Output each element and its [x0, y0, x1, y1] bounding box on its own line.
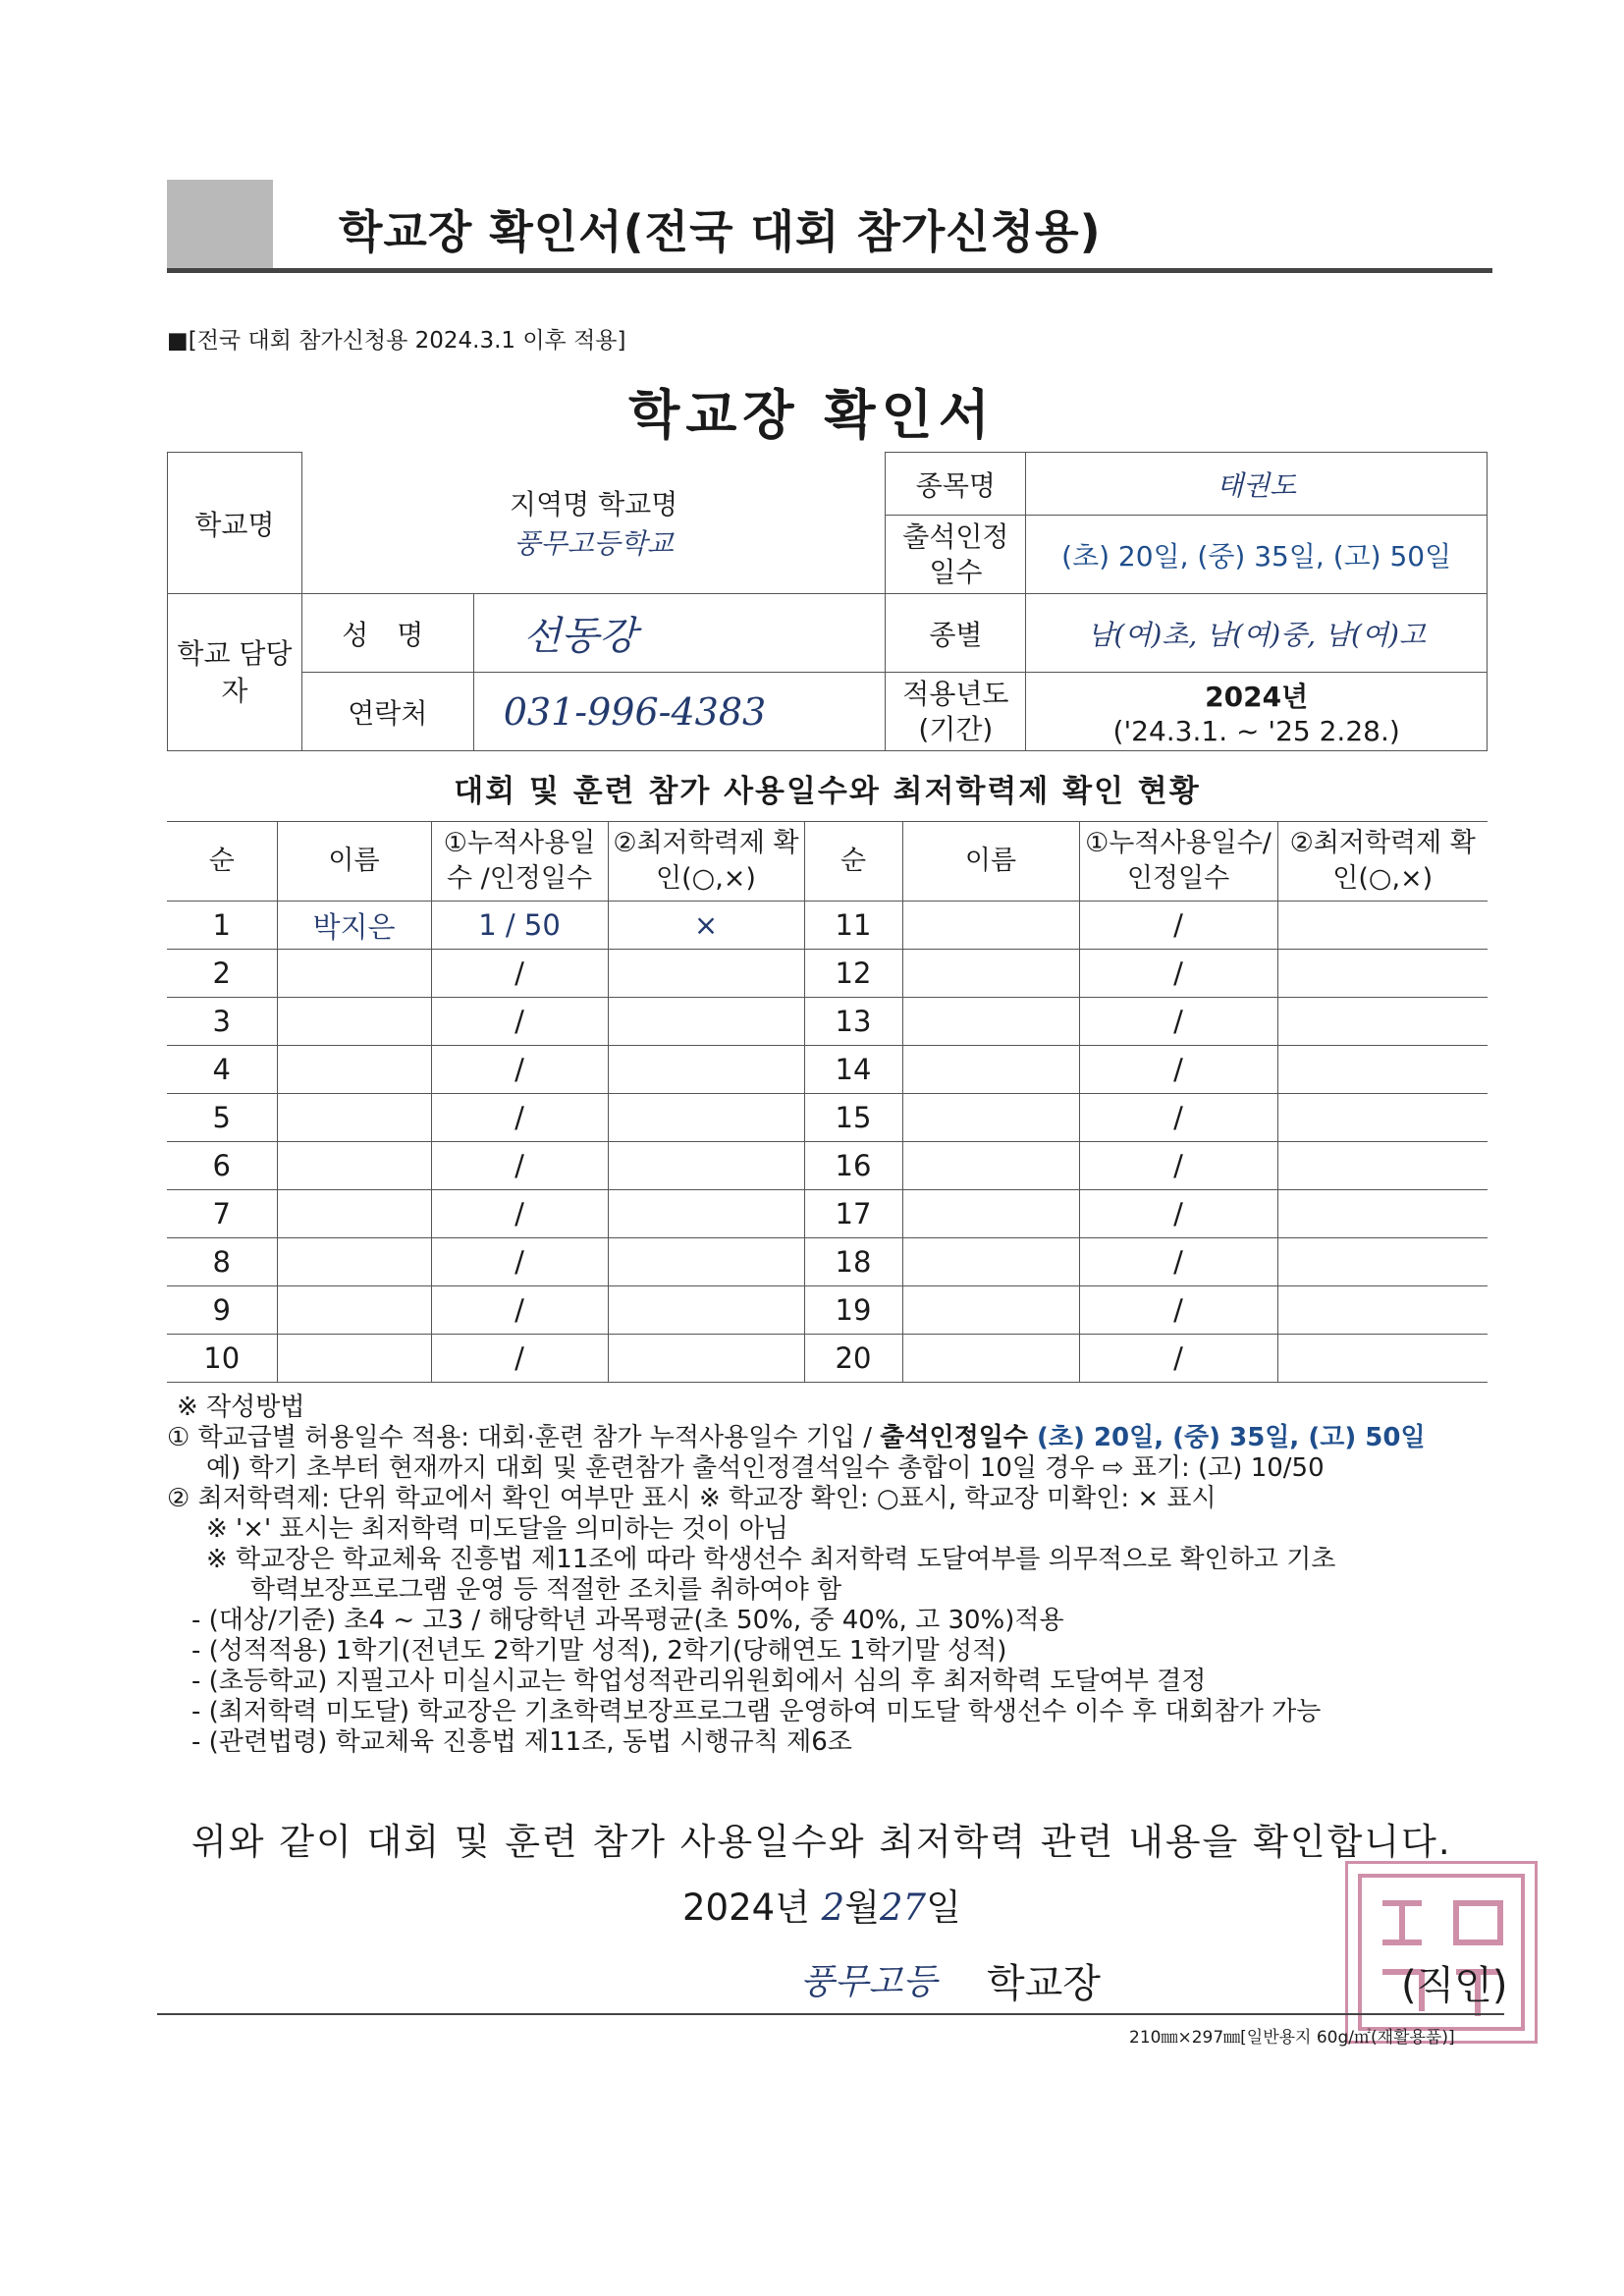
note-2-x: ※ '×' 표시는 최저학력 미도달을 의미하는 것이 아님: [206, 1514, 788, 1544]
col-header: 이름: [277, 822, 431, 902]
status-title: 대회 및 훈련 참가 사용일수와 최저학력제 확인 현황: [454, 774, 1201, 809]
cell-check2: [1277, 1142, 1488, 1190]
table-row: [167, 998, 1488, 1046]
school-header: 지역명 학교명: [510, 488, 678, 521]
cell-check1: [608, 1142, 804, 1190]
cell-days2: /: [1079, 1335, 1277, 1383]
cell-n1: 5: [167, 1094, 277, 1142]
cell-check1: ×: [608, 902, 804, 950]
cell-n1: 9: [167, 1286, 277, 1335]
cell-name2: [902, 1046, 1079, 1094]
note-1-text: ① 학교급별 허용일수 적용: 대회·훈련 참가 누적사용일수 기입 /: [167, 1423, 881, 1452]
table-row: [167, 902, 1488, 950]
table-header-row: [167, 822, 1488, 902]
date-month-unit: 월: [844, 1886, 880, 1929]
cell-name1: [277, 1238, 431, 1286]
year-value: 2024년: [1205, 681, 1309, 713]
cell-days2: /: [1079, 1190, 1277, 1238]
cell-name2: [902, 1094, 1079, 1142]
cell-name1: [277, 950, 431, 998]
note-1: [167, 1423, 1542, 1453]
cell-days2: /: [1079, 1094, 1277, 1142]
cell-days1: /: [431, 1335, 608, 1383]
event-label: 종목명: [886, 453, 1026, 516]
cell-name1: [277, 1286, 431, 1335]
cell-name1: [277, 1335, 431, 1383]
date-day: 27: [879, 1886, 927, 1929]
cell-name2: [902, 1142, 1079, 1190]
notes-heading: ※ 작성방법: [177, 1393, 305, 1422]
cell-days1: /: [431, 950, 608, 998]
seal-label: (직인): [1401, 1963, 1508, 2008]
cell-n2: 19: [804, 1286, 902, 1335]
col-header: ①누적사용일수 /인정일수: [431, 822, 608, 902]
cell-days1: /: [431, 1286, 608, 1335]
cell-check2: [1277, 950, 1488, 998]
note-2-b: 학력보장프로그램 운영 등 적절한 조치를 취하여야 함: [250, 1575, 842, 1605]
cell-n2: 17: [804, 1190, 902, 1238]
gender-value: 남(여)초, 남(여)중, 남(여)고: [1026, 594, 1488, 673]
signature-school: 풍무고등: [800, 1962, 938, 2002]
cell-name1: [277, 998, 431, 1046]
contact-label: 연락처: [301, 673, 473, 751]
note-2-a: ※ 학교장은 학교체육 진흥법 제11조에 따라 학생선수 최저학력 도달여부를 의무적으로 확인하고 기초: [206, 1545, 1336, 1574]
event-value: 태권도: [1026, 453, 1488, 516]
bullet-5: - (관련법령) 학교체육 진흥법 제11조, 동법 시행규칙 제6조: [191, 1727, 852, 1757]
table-row: [167, 1046, 1488, 1094]
cell-check2: [1277, 1335, 1488, 1383]
official-seal-stamp: [1345, 1861, 1538, 2044]
cell-check2: [1277, 1286, 1488, 1335]
bullet-2: - (성적적용) 1학기(전년도 2학기말 성적), 2학기(당해연도 1학기말 성적): [191, 1636, 1007, 1666]
cell-days1: /: [431, 1094, 608, 1142]
cell-name2: [902, 1335, 1079, 1383]
cell-name1: 박지은: [277, 902, 431, 950]
cell-days2: /: [1079, 1046, 1277, 1094]
cell-days1: /: [431, 998, 608, 1046]
cell-name1: [277, 1190, 431, 1238]
table-row: [167, 1190, 1488, 1238]
cell-days2: /: [1079, 902, 1277, 950]
table-row: [167, 1286, 1488, 1335]
header-title: 학교장 확인서(전국 대회 참가신청용): [339, 205, 1102, 258]
cell-check1: [608, 1238, 804, 1286]
bullet-3: - (초등학교) 지필고사 미실시교는 학업성적관리위원회에서 심의 후 최저학력 도달여부 결정: [191, 1667, 1207, 1696]
cell-n2: 14: [804, 1046, 902, 1094]
attend-value: (초) 20일, (중) 35일, (고) 50일: [1026, 516, 1488, 594]
cell-check1: [608, 1190, 804, 1238]
gender-label: 종별: [886, 594, 1026, 673]
table-row: [167, 1094, 1488, 1142]
school-cell: [301, 453, 886, 594]
cell-name1: [277, 1046, 431, 1094]
table-row: [167, 950, 1488, 998]
cell-check2: [1277, 1238, 1488, 1286]
cell-check1: [608, 1335, 804, 1383]
manager-label: 학교 담당자: [168, 594, 302, 751]
col-header: ②최저학력제 확인(○,×): [608, 822, 804, 902]
cell-n1: 6: [167, 1142, 277, 1190]
cell-check2: [1277, 1190, 1488, 1238]
note-2: ② 최저학력제: 단위 학교에서 확인 여부만 표시 ※ 학교장 확인: ○표시, 학교장 미확인: × 표시: [167, 1484, 1217, 1513]
cell-check2: [1277, 998, 1488, 1046]
col-header: 이름: [902, 822, 1079, 902]
cell-days2: /: [1079, 1238, 1277, 1286]
note-1-bold: 출석인정일수: [880, 1423, 1038, 1452]
cell-name2: [902, 902, 1079, 950]
cell-n1: 4: [167, 1046, 277, 1094]
cell-check1: [608, 1046, 804, 1094]
name-value: 선동강: [473, 594, 886, 673]
cell-n1: 1: [167, 902, 277, 950]
cell-name1: [277, 1142, 431, 1190]
cell-n1: 8: [167, 1238, 277, 1286]
bullet-1: - (대상/기준) 초4 ~ 고3 / 해당학년 과목평균(초 50%, 중 40%, 고 30%)적용: [191, 1606, 1064, 1635]
date-day-unit: 일: [926, 1886, 961, 1929]
signature-title: 학교장: [987, 1961, 1101, 2006]
contact-value: 031-996-4383: [473, 673, 886, 751]
cell-n2: 12: [804, 950, 902, 998]
cell-n2: 16: [804, 1142, 902, 1190]
cell-check2: [1277, 1046, 1488, 1094]
cell-n1: 3: [167, 998, 277, 1046]
bottom-rule: [157, 2013, 1504, 2015]
table-row: [167, 1238, 1488, 1286]
cell-name2: [902, 950, 1079, 998]
col-header: 순: [804, 822, 902, 902]
cell-n1: 7: [167, 1190, 277, 1238]
cell-check2: [1277, 902, 1488, 950]
year-label: 적용년도 (기간): [886, 673, 1026, 751]
cell-n2: 13: [804, 998, 902, 1046]
attend-label: 출석인정 일수: [886, 516, 1026, 594]
name-label: 성 명: [301, 594, 473, 673]
cell-days1: /: [431, 1238, 608, 1286]
cell-check1: [608, 1094, 804, 1142]
header-rule: [167, 268, 1492, 273]
cell-check1: [608, 1286, 804, 1335]
cell-n2: 20: [804, 1335, 902, 1383]
table-row: [167, 1335, 1488, 1383]
cell-days2: /: [1079, 1286, 1277, 1335]
cell-name2: [902, 998, 1079, 1046]
cell-name2: [902, 1286, 1079, 1335]
info-table: [167, 452, 1488, 751]
school-label: 학교명: [168, 453, 302, 594]
participant-table: [167, 821, 1488, 1383]
date-year: 2024년: [682, 1886, 822, 1929]
date-month: 2: [821, 1886, 845, 1929]
bullet-4: - (최저학력 미도달) 학교장은 기초학력보장프로그램 운영하여 미도달 학생선수 이수 후 대회참가 가능: [191, 1697, 1322, 1726]
note-1-days: (초) 20일, (중) 35일, (고) 50일: [1037, 1423, 1426, 1452]
cell-check2: [1277, 1094, 1488, 1142]
cell-days1: /: [431, 1142, 608, 1190]
cell-name2: [902, 1190, 1079, 1238]
cell-n1: 10: [167, 1335, 277, 1383]
paper-spec: 210㎜×297㎜[일반용지 60g/㎡(재활용품)]: [1129, 2028, 1455, 2048]
col-header: 순: [167, 822, 277, 902]
cell-days2: /: [1079, 1142, 1277, 1190]
signing-date: [682, 1878, 961, 1931]
application-note: ■[전국 대회 참가신청용 2024.3.1 이후 적용]: [167, 328, 626, 354]
cell-n2: 15: [804, 1094, 902, 1142]
col-header: ②최저학력제 확인(○,×): [1277, 822, 1488, 902]
period-value: ('24.3.1. ~ '25 2.28.): [1112, 715, 1400, 747]
cell-days1: /: [431, 1190, 608, 1238]
confirmation-text: 위와 같이 대회 및 훈련 참가 사용일수와 최저학력 관련 내용을 확인합니다.: [191, 1821, 1452, 1863]
cell-days1: 1 / 50: [431, 902, 608, 950]
cell-n1: 2: [167, 950, 277, 998]
year-cell: [1026, 673, 1488, 751]
col-header: ①누적사용일수/ 인정일수: [1079, 822, 1277, 902]
cell-days2: /: [1079, 950, 1277, 998]
cell-check1: [608, 950, 804, 998]
note-1-example: 예) 학기 초부터 현재까지 대회 및 훈련참가 출석인정결석일수 총합이 10일 경우 ⇨ 표기: (고) 10/50: [206, 1453, 1325, 1483]
table-row: [167, 1142, 1488, 1190]
cell-days2: /: [1079, 998, 1277, 1046]
cell-n2: 18: [804, 1238, 902, 1286]
cell-days1: /: [431, 1046, 608, 1094]
cell-name1: [277, 1094, 431, 1142]
header-gray-box: [167, 180, 273, 268]
cell-n2: 11: [804, 902, 902, 950]
cell-name2: [902, 1238, 1079, 1286]
school-value: 풍무고등학교: [514, 527, 674, 561]
cell-check1: [608, 998, 804, 1046]
instructions: [167, 1393, 1542, 1758]
page-title: 학교장 확인서: [628, 384, 996, 446]
